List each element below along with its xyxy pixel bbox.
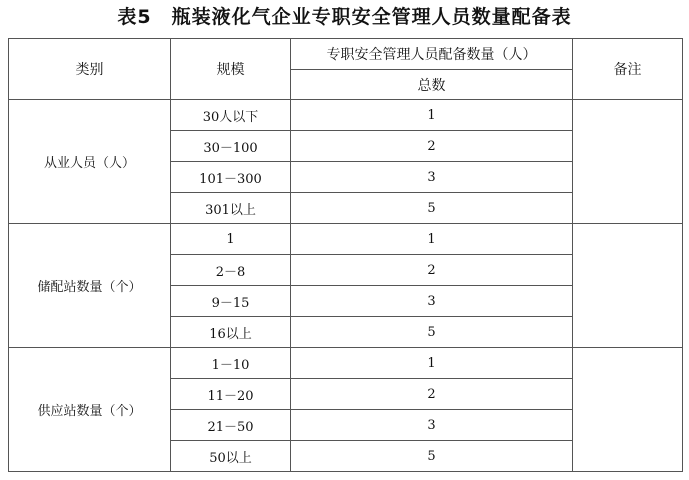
count-cell: 3: [291, 286, 573, 317]
scale-cell: 9－15: [171, 286, 291, 317]
scale-cell: 21－50: [171, 410, 291, 441]
scale-cell: 50以上: [171, 441, 291, 472]
remarks-cell: [573, 348, 683, 472]
category-cell: 从业人员（人）: [9, 100, 171, 224]
scale-cell: 301以上: [171, 193, 291, 224]
staffing-table: [8, 38, 683, 472]
count-cell: 1: [291, 224, 573, 255]
header-staff-group: 专职安全管理人员配备数量（人）: [291, 39, 573, 70]
header-category: 类别: [9, 39, 171, 100]
count-cell: 3: [291, 410, 573, 441]
category-cell: 储配站数量（个）: [9, 224, 171, 348]
scale-cell: 11－20: [171, 379, 291, 410]
header-scale: 规模: [171, 39, 291, 100]
table-row: [9, 224, 683, 255]
table-row: [9, 100, 683, 131]
count-cell: 3: [291, 162, 573, 193]
table-row: [9, 348, 683, 379]
scale-cell: 16以上: [171, 317, 291, 348]
remarks-cell: [573, 224, 683, 348]
scale-cell: 101－300: [171, 162, 291, 193]
count-cell: 5: [291, 193, 573, 224]
header-remarks: 备注: [573, 39, 683, 100]
scale-cell: 30人以下: [171, 100, 291, 131]
count-cell: 2: [291, 379, 573, 410]
category-cell: 供应站数量（个）: [9, 348, 171, 472]
scale-cell: 2－8: [171, 255, 291, 286]
count-cell: 5: [291, 317, 573, 348]
table-title: 表5 瓶装液化气企业专职安全管理人员数量配备表: [117, 6, 572, 28]
scale-cell: 1－10: [171, 348, 291, 379]
scale-cell: 30－100: [171, 131, 291, 162]
count-cell: 5: [291, 441, 573, 472]
remarks-cell: [573, 100, 683, 224]
header-total: 总数: [291, 70, 573, 100]
count-cell: 1: [291, 100, 573, 131]
count-cell: 1: [291, 348, 573, 379]
count-cell: 2: [291, 255, 573, 286]
scale-cell: 1: [171, 224, 291, 255]
count-cell: 2: [291, 131, 573, 162]
